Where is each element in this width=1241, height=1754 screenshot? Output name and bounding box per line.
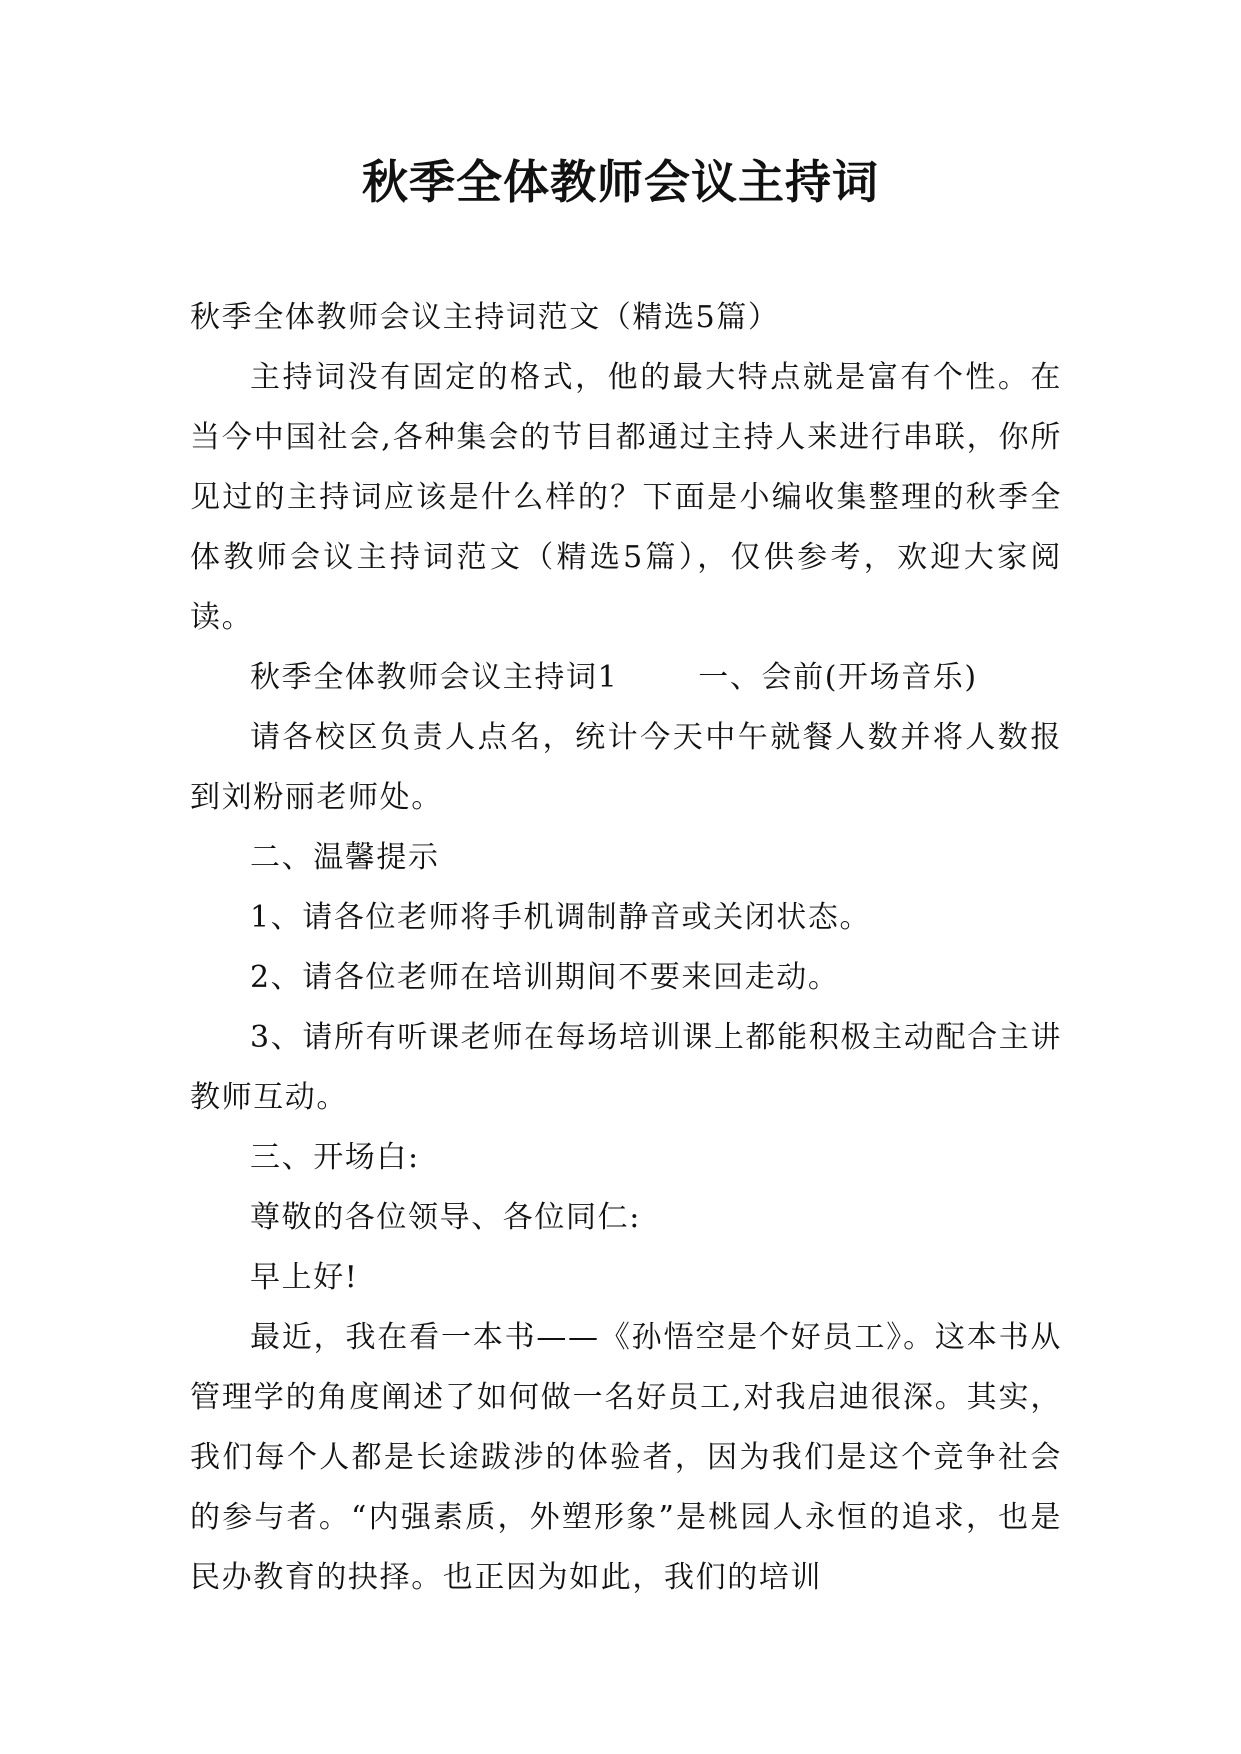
reminder-heading: 二、温馨提示 xyxy=(250,840,440,875)
document-body xyxy=(190,288,1062,1608)
reminder-item-3: 3、请所有听课老师在每场培训课上都能积极主动配合主讲教师互动。 xyxy=(190,1020,1062,1115)
section-heading: 秋季全体教师会议主持词1 xyxy=(250,660,619,695)
reminder-item-2: 2、请各位老师在培训期间不要来回走动。 xyxy=(250,960,840,995)
reminder-item-1: 1、请各位老师将手机调制静音或关闭状态。 xyxy=(250,900,872,935)
body-paragraph: 最近，我在看一本书——《孙悟空是个好员工》。这本书从管理学的角度阐述了如何做一名好员工,对我启迪很深。其实，我们每个人都是长途跋涉的体验者，因为我们是这个竞争社会的参与者。“内强素质，外塑形象”是桃园人永恒的追求，也是民办教育的抉择。也正因为如此，我们的培训 xyxy=(190,1320,1062,1595)
greeting: 早上好! xyxy=(250,1260,359,1295)
section-heading-line xyxy=(190,648,1062,708)
intro-paragraph: 主持词没有固定的格式，他的最大特点就是富有个性。在当今中国社会,各种集会的节目都通过主持人来进行串联，你所见过的主持词应该是什么样的？下面是小编收集整理的秋季全体教师会议主持词范文（精选5篇），仅供参考，欢迎大家阅读。 xyxy=(190,360,1062,635)
subtitle-paragraph: 秋季全体教师会议主持词范文（精选5篇） xyxy=(190,300,780,335)
roll-call-paragraph: 请各校区负责人点名，统计今天中午就餐人数并将人数报到刘粉丽老师处。 xyxy=(190,720,1062,815)
section-subheading: 一、会前(开场音乐) xyxy=(698,660,978,695)
document-title: 秋季全体教师会议主持词 xyxy=(362,155,879,209)
salutation: 尊敬的各位领导、各位同仁: xyxy=(250,1200,641,1235)
opening-heading: 三、开场白: xyxy=(250,1140,420,1175)
